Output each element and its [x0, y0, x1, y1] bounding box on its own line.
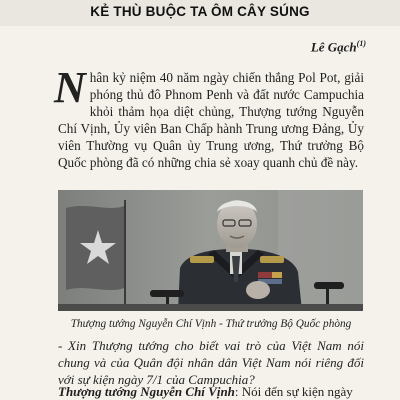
footnote-marker: (1) [356, 39, 366, 48]
author-byline [311, 39, 366, 55]
article-title: KẺ THÙ BUỘC TA ÔM CÂY SÚNG [90, 4, 310, 19]
intro-text: hân kỷ niệm 40 năm ngày chiến thắng Pol Pot, giải phóng thủ đô Phnom Penh và đất nước Campuchia khỏi thảm họa diệt chủng, Thượng tướng Nguyễn Chí Vịnh, Ủy viên Ban Chấp hành Trung ương Đảng, Ủy viên Thường vụ Quân ủy Trung ương, Thứ trưởng Bộ Quốc phòng đã có những chia sẻ xoay quanh chủ đề này. [58, 70, 364, 170]
article-photo [58, 190, 363, 311]
intro-paragraph [54, 63, 364, 171]
interview-question: - Xin Thượng tướng cho biết vai trò của Việt Nam nói chung và của Quân đội nhân dân Việt Nam nói riêng đối với sự kiện ngày 7/1 của Campuchia? [58, 338, 364, 387]
interview-answer [58, 384, 398, 400]
answer-speaker: Thượng tướng Nguyễn Chí Vịnh [58, 384, 235, 399]
photo-illustration [58, 190, 363, 311]
answer-text: : Nói đến sự kiện ngày [234, 384, 353, 399]
photo-caption: Thượng tướng Nguyễn Chí Vịnh - Thứ trưởng Bộ Quốc phòng [70, 318, 352, 330]
drop-cap: N [54, 63, 86, 112]
author-name: Lê Gạch [310, 39, 357, 55]
